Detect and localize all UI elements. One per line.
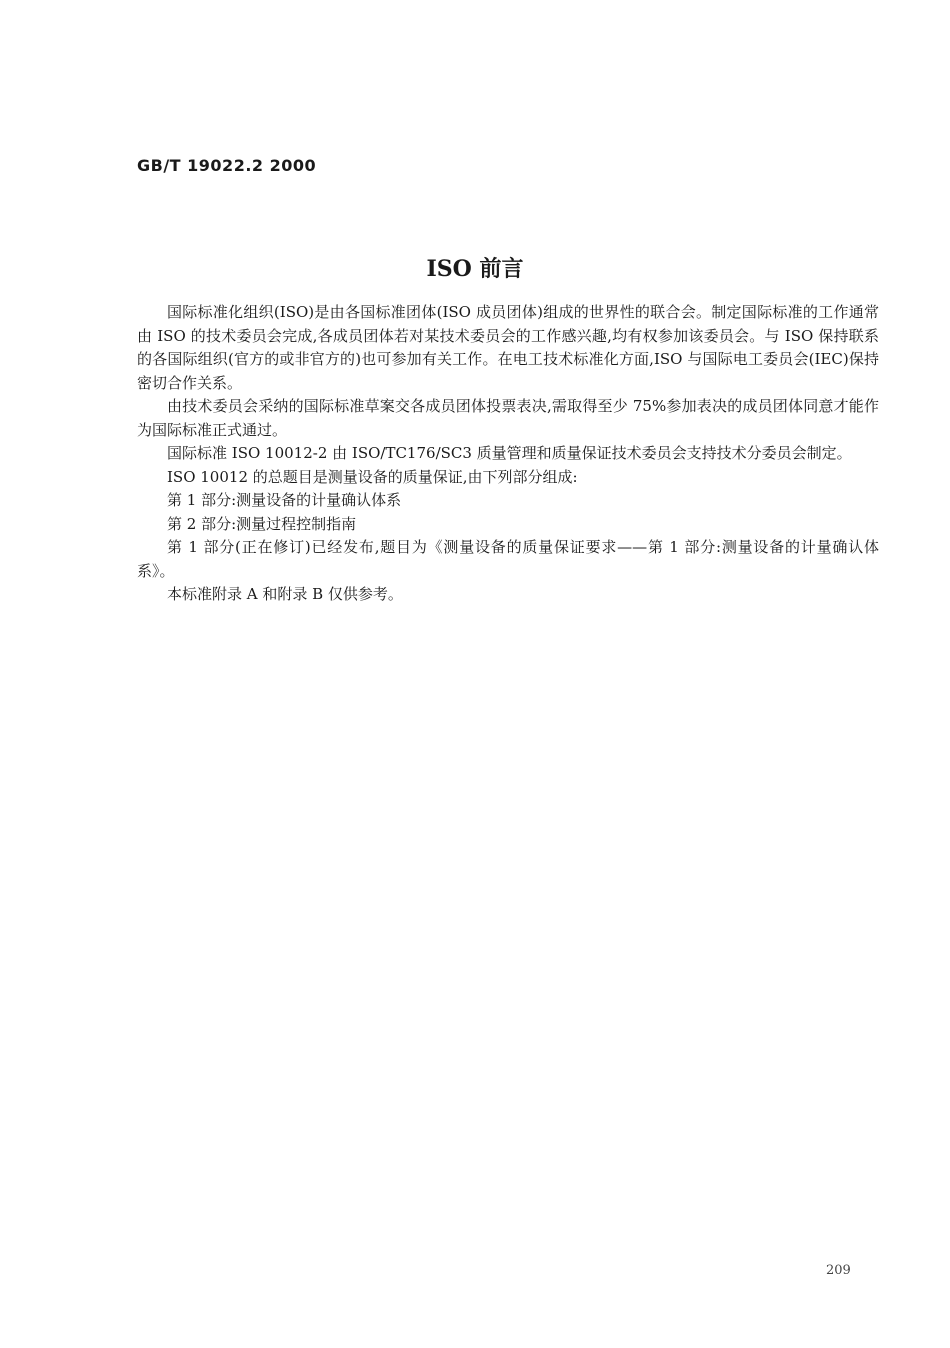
page-number: 209 xyxy=(826,1263,851,1278)
paragraph-voting: 由技术委员会采纳的国际标准草案交各成员团体投票表决,需取得至少 75%参加表决的成员团体同意才能作为国际标准正式通过。 xyxy=(137,397,879,439)
paragraph-annexes: 本标准附录 A 和附录 B 仅供参考。 xyxy=(167,585,403,603)
foreword-body xyxy=(137,301,879,607)
paragraph-part-1: 第 1 部分:测量设备的计量确认体系 xyxy=(167,491,402,509)
paragraph-part-1-status: 第 1 部分(正在修订)已经发布,题目为《测量设备的质量保证要求——第 1 部分:测量设备的计量确认体系》。 xyxy=(137,538,879,580)
paragraph-general-title: ISO 10012 的总题目是测量设备的质量保证,由下列部分组成: xyxy=(167,467,578,486)
paragraph-iso-intro: 国际标准化组织(ISO)是由各国标准团体(ISO 成员团体)组成的世界性的联合会。制定国际标准的工作通常由 ISO 的技术委员会完成,各成员团体若对某技术委员会的工作感兴趣,均有权参加该委员会。与 ISO 保持联系的各国际组织(官方的或非官方的)也可参加有关工作。在电工技术标准化方面,ISO 与国际电工委员会(IEC)保持密切合作关系。 xyxy=(137,303,879,392)
standard-code: GB/T 19022.2 2000 xyxy=(137,156,317,175)
paragraph-part-2: 第 2 部分:测量过程控制指南 xyxy=(167,514,357,533)
paragraph-committee: 国际标准 ISO 10012-2 由 ISO/TC176/SC3 质量管理和质量保证技术委员会支持技术分委员会制定。 xyxy=(167,444,852,462)
page-title: ISO 前言 xyxy=(426,256,524,282)
